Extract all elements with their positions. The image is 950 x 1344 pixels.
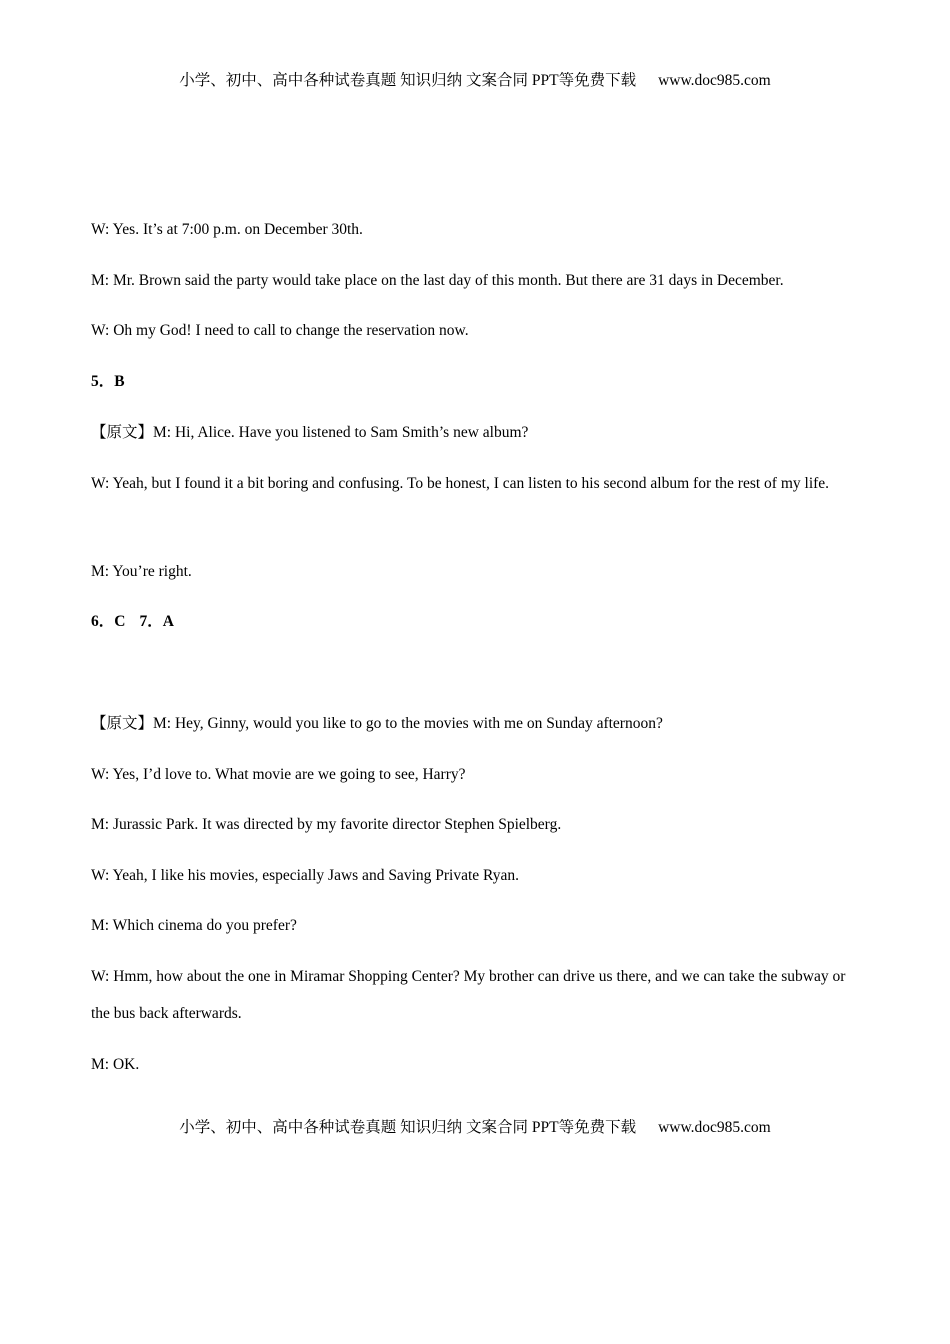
- dialogue-line: 【原文】M: Hey, Ginny, would you like to go to the movies with me on Sunday afternoon?: [91, 715, 663, 732]
- page-header: [0, 68, 950, 90]
- header-text: 小学、初中、高中各种试卷真题 知识归纳 文案合同 PPT等免费下载: [179, 72, 637, 89]
- dialogue-line: M: OK.: [91, 1056, 140, 1073]
- dialogue-line: M: Jurassic Park. It was directed by my favorite director Stephen Spielberg.: [91, 816, 562, 833]
- dialogue-line: M: You’re right.: [91, 563, 192, 580]
- dialogue-line: W: Oh my God! I need to call to change the reservation now.: [91, 322, 469, 339]
- dialogue-line: W: Hmm, how about the one in Miramar Shopping Center? My brother can drive us there, and we can take the subway or the bus back afterwards.: [91, 968, 846, 1022]
- dialogue-line: W: Yeah, but I found it a bit boring and confusing. To be honest, I can listen to his second album for the rest of my life.: [91, 475, 830, 492]
- answer-7: 7．A: [139, 613, 174, 630]
- page-footer: [0, 1115, 950, 1137]
- dialogue-line: W: Yes, I’d love to. What movie are we going to see, Harry?: [91, 766, 466, 783]
- header-site-link[interactable]: www.doc985.com: [658, 72, 771, 89]
- answer-5: 5．B: [91, 373, 125, 390]
- answers-6-7: [91, 603, 866, 640]
- dialogue-line: M: Mr. Brown said the party would take place on the last day of this month. But there are 31 days in December.: [91, 272, 784, 289]
- footer-text: 小学、初中、高中各种试卷真题 知识归纳 文案合同 PPT等免费下载: [179, 1119, 637, 1136]
- answer-6: 6．C: [91, 613, 126, 630]
- dialogue-line: M: Which cinema do you prefer?: [91, 917, 297, 934]
- dialogue-line: W: Yes. It’s at 7:00 p.m. on December 30th.: [91, 221, 363, 238]
- dialogue-line: 【原文】M: Hi, Alice. Have you listened to Sam Smith’s new album?: [91, 424, 529, 441]
- dialogue-line: W: Yeah, I like his movies, especially Jaws and Saving Private Ryan.: [91, 867, 519, 884]
- footer-site-link[interactable]: www.doc985.com: [658, 1119, 771, 1136]
